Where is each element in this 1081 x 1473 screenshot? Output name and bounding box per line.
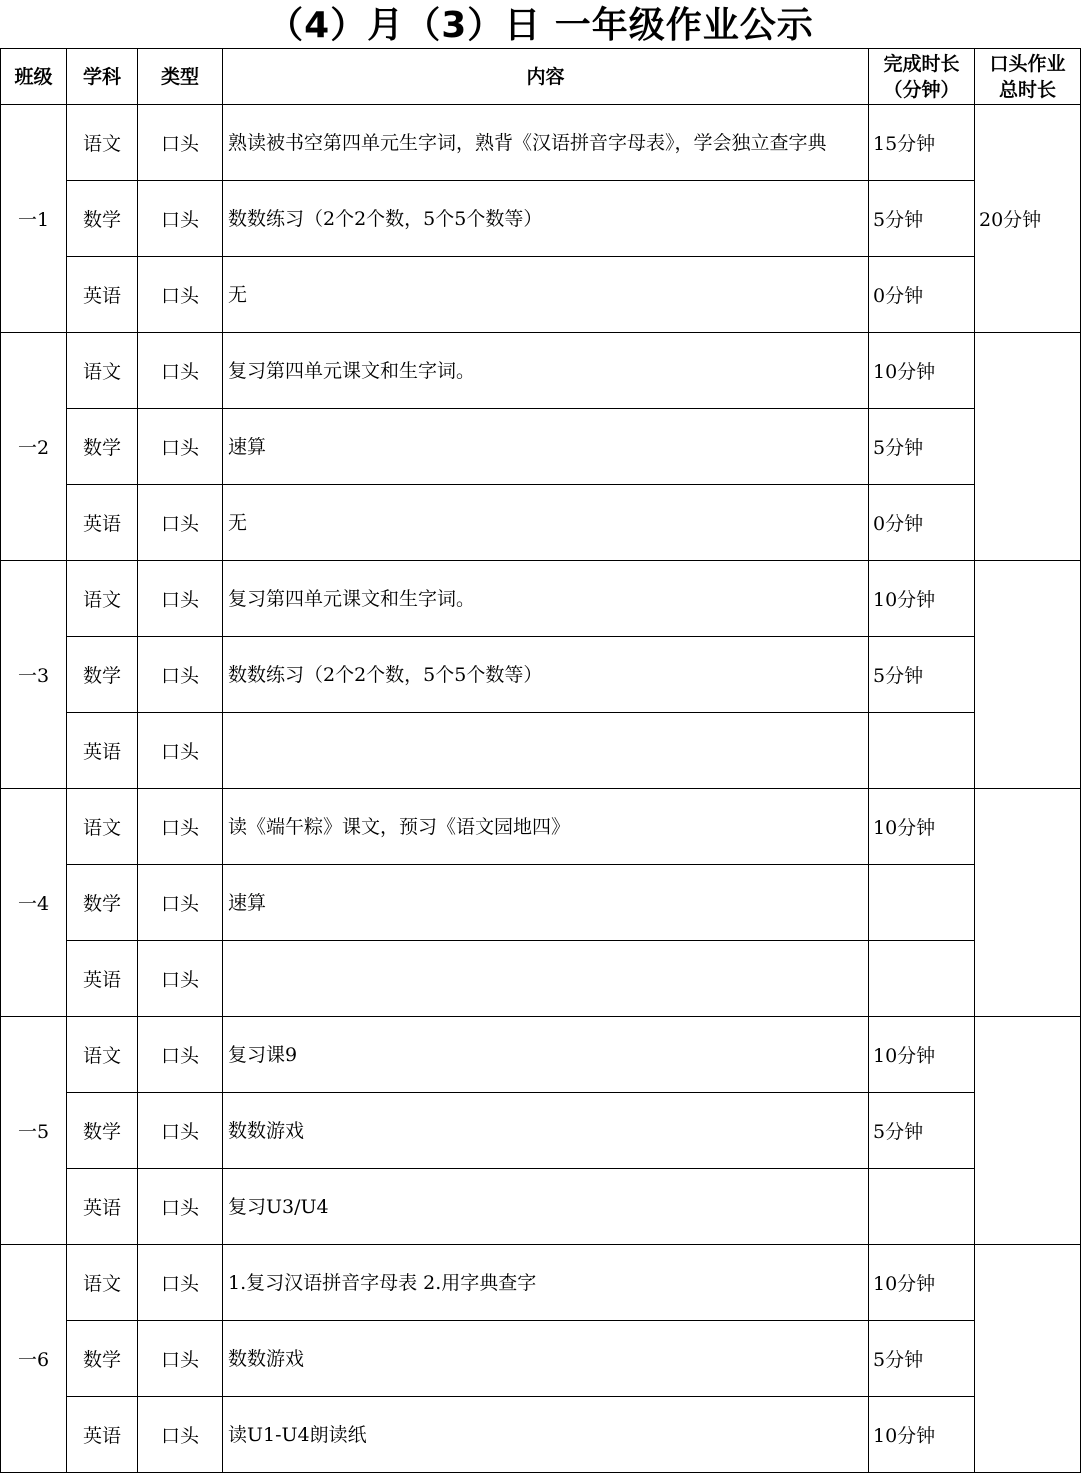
- table-row: [1, 1169, 1081, 1245]
- table-row: [1, 333, 1081, 409]
- table-body: [1, 105, 1081, 1473]
- duration-cell: 5分钟: [869, 181, 975, 257]
- header-subject: 学科: [67, 49, 138, 105]
- duration-cell: [869, 1169, 975, 1245]
- header-total-line1: 口头作业: [989, 52, 1066, 75]
- table-row: [1, 485, 1081, 561]
- content-cell: [223, 941, 869, 1017]
- type-cell: 口头: [138, 941, 223, 1017]
- content-cell: 数数游戏: [223, 1093, 869, 1169]
- subject-cell: 英语: [67, 713, 138, 789]
- content-cell: 复习第四单元课文和生字词。: [223, 333, 869, 409]
- subject-cell: 英语: [67, 485, 138, 561]
- header-duration-line1: 完成时长: [883, 52, 960, 75]
- total-duration-cell: 20分钟: [975, 105, 1081, 333]
- content-cell: 无: [223, 485, 869, 561]
- content-cell: 复习课9: [223, 1017, 869, 1093]
- content-cell: 无: [223, 257, 869, 333]
- class-name-cell: 一2: [1, 333, 67, 561]
- duration-cell: 0分钟: [869, 485, 975, 561]
- table-row: [1, 637, 1081, 713]
- content-cell: 读《端午粽》课文，预习《语文园地四》: [223, 789, 869, 865]
- table-row: [1, 1093, 1081, 1169]
- subject-cell: 数学: [67, 1321, 138, 1397]
- type-cell: 口头: [138, 1169, 223, 1245]
- header-content: 内容: [223, 49, 869, 105]
- content-cell: [223, 713, 869, 789]
- table-row: [1, 1397, 1081, 1473]
- type-cell: 口头: [138, 1093, 223, 1169]
- duration-cell: 10分钟: [869, 1245, 975, 1321]
- content-cell: 数数练习（2个2个数，5个5个数等）: [223, 181, 869, 257]
- total-duration-cell: [975, 1245, 1081, 1473]
- duration-cell: [869, 941, 975, 1017]
- header-duration-line2: （分钟）: [883, 78, 960, 101]
- type-cell: 口头: [138, 1397, 223, 1473]
- subject-cell: 数学: [67, 1093, 138, 1169]
- table-row: [1, 789, 1081, 865]
- table-row: [1, 257, 1081, 333]
- table-row: [1, 865, 1081, 941]
- subject-cell: 英语: [67, 1169, 138, 1245]
- subject-cell: 数学: [67, 637, 138, 713]
- table-header-row: [1, 49, 1081, 105]
- duration-cell: 10分钟: [869, 561, 975, 637]
- total-duration-cell: [975, 789, 1081, 1017]
- table-row: [1, 1245, 1081, 1321]
- page-title: （4）月（3）日 一年级作业公示: [267, 5, 814, 46]
- type-cell: 口头: [138, 637, 223, 713]
- duration-cell: 10分钟: [869, 1017, 975, 1093]
- header-duration: [869, 49, 975, 105]
- type-cell: 口头: [138, 485, 223, 561]
- duration-cell: 10分钟: [869, 333, 975, 409]
- duration-cell: 10分钟: [869, 789, 975, 865]
- table-row: [1, 409, 1081, 485]
- content-cell: 速算: [223, 865, 869, 941]
- duration-cell: [869, 713, 975, 789]
- duration-cell: 5分钟: [869, 409, 975, 485]
- subject-cell: 数学: [67, 865, 138, 941]
- duration-cell: 5分钟: [869, 1093, 975, 1169]
- table-row: [1, 1017, 1081, 1093]
- type-cell: 口头: [138, 409, 223, 485]
- duration-cell: 10分钟: [869, 1397, 975, 1473]
- header-total: [975, 49, 1081, 105]
- subject-cell: 语文: [67, 561, 138, 637]
- duration-cell: 5分钟: [869, 637, 975, 713]
- table-row: [1, 181, 1081, 257]
- type-cell: 口头: [138, 561, 223, 637]
- subject-cell: 语文: [67, 105, 138, 181]
- table-row: [1, 941, 1081, 1017]
- class-name-cell: 一5: [1, 1017, 67, 1245]
- subject-cell: 语文: [67, 1245, 138, 1321]
- duration-cell: 0分钟: [869, 257, 975, 333]
- table-row: [1, 105, 1081, 181]
- table-row: [1, 1321, 1081, 1397]
- type-cell: 口头: [138, 181, 223, 257]
- total-duration-cell: [975, 1017, 1081, 1245]
- type-cell: 口头: [138, 257, 223, 333]
- header-type: 类型: [138, 49, 223, 105]
- type-cell: 口头: [138, 1017, 223, 1093]
- subject-cell: 数学: [67, 181, 138, 257]
- type-cell: 口头: [138, 713, 223, 789]
- content-cell: 数数练习（2个2个数，5个5个数等）: [223, 637, 869, 713]
- type-cell: 口头: [138, 1321, 223, 1397]
- type-cell: 口头: [138, 105, 223, 181]
- type-cell: 口头: [138, 333, 223, 409]
- subject-cell: 语文: [67, 333, 138, 409]
- class-name-cell: 一3: [1, 561, 67, 789]
- content-cell: 速算: [223, 409, 869, 485]
- class-name-cell: 一1: [1, 105, 67, 333]
- header-class: 班级: [1, 49, 67, 105]
- content-cell: 熟读被书空第四单元生字词，熟背《汉语拼音字母表》，学会独立查字典: [223, 105, 869, 181]
- duration-cell: 15分钟: [869, 105, 975, 181]
- content-cell: 数数游戏: [223, 1321, 869, 1397]
- type-cell: 口头: [138, 1245, 223, 1321]
- total-duration-cell: [975, 333, 1081, 561]
- subject-cell: 语文: [67, 1017, 138, 1093]
- content-cell: 复习第四单元课文和生字词。: [223, 561, 869, 637]
- table-row: [1, 561, 1081, 637]
- type-cell: 口头: [138, 865, 223, 941]
- subject-cell: 英语: [67, 257, 138, 333]
- content-cell: 1.复习汉语拼音字母表 2.用字典查字: [223, 1245, 869, 1321]
- class-name-cell: 一4: [1, 789, 67, 1017]
- table-row: [1, 713, 1081, 789]
- subject-cell: 数学: [67, 409, 138, 485]
- type-cell: 口头: [138, 789, 223, 865]
- total-duration-cell: [975, 561, 1081, 789]
- subject-cell: 语文: [67, 789, 138, 865]
- homework-table: [0, 48, 1081, 1473]
- duration-cell: 5分钟: [869, 1321, 975, 1397]
- class-name-cell: 一6: [1, 1245, 67, 1473]
- content-cell: 读U1-U4朗读纸: [223, 1397, 869, 1473]
- subject-cell: 英语: [67, 1397, 138, 1473]
- subject-cell: 英语: [67, 941, 138, 1017]
- content-cell: 复习U3/U4: [223, 1169, 869, 1245]
- header-total-line2: 总时长: [998, 78, 1056, 101]
- duration-cell: [869, 865, 975, 941]
